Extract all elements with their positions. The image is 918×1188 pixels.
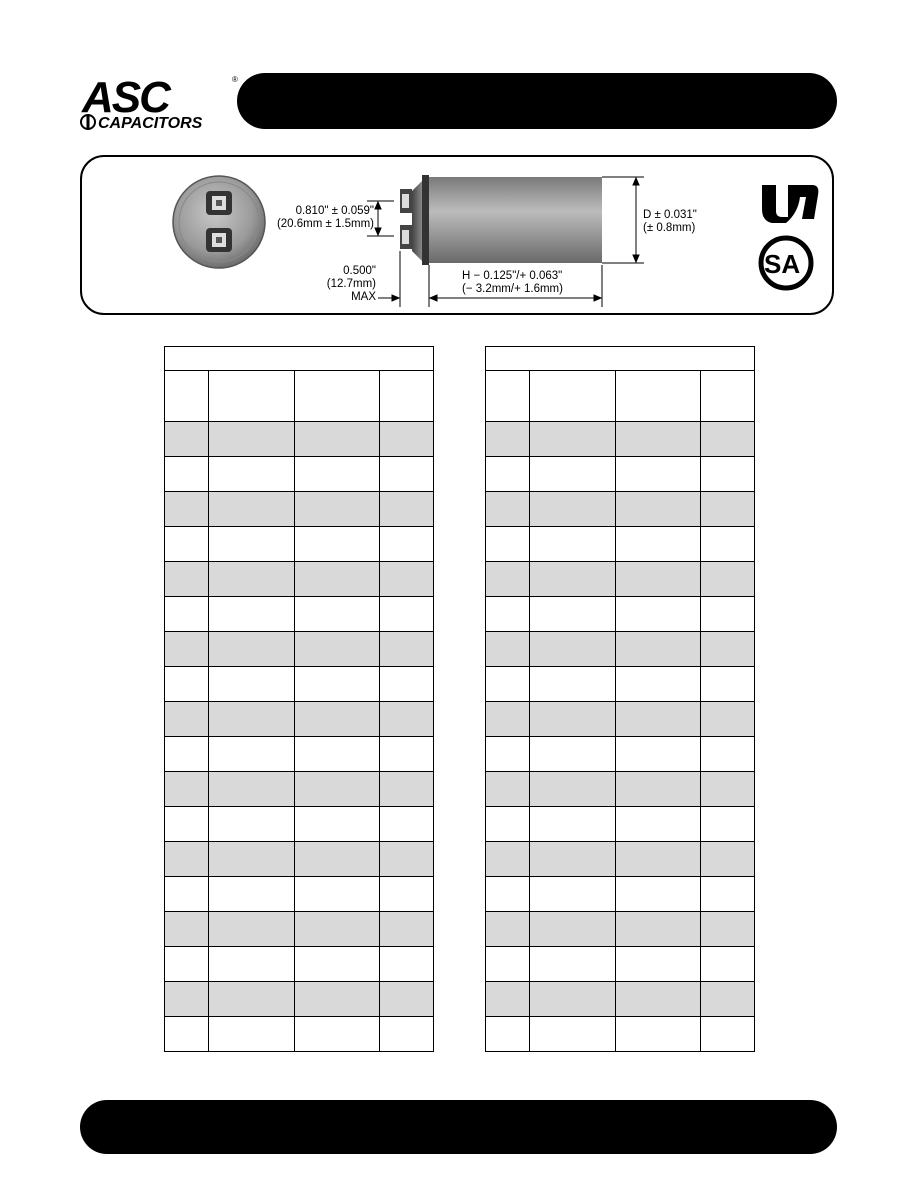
table-cell [380, 667, 434, 702]
table-row [165, 982, 434, 1017]
table-cell [209, 527, 295, 562]
svg-text:SA: SA [764, 249, 801, 279]
table-cell [701, 632, 755, 667]
table-cell [165, 772, 209, 807]
table-caption [165, 347, 434, 371]
table-cell [486, 807, 530, 842]
table-cell [165, 422, 209, 457]
table-cell [616, 912, 701, 947]
table-cell [701, 807, 755, 842]
table-cell [209, 562, 295, 597]
table-cell [486, 877, 530, 912]
capacitor-top-view [173, 176, 265, 268]
table-row [165, 632, 434, 667]
table-cell [165, 597, 209, 632]
table-cell [530, 807, 616, 842]
table-cell [530, 597, 616, 632]
table-cell [380, 597, 434, 632]
table-cell [701, 702, 755, 737]
logo-text: ASC [82, 73, 169, 122]
table-cell [165, 457, 209, 492]
table-cell [209, 877, 295, 912]
table-row [486, 632, 755, 667]
table-row [486, 772, 755, 807]
table-row [486, 422, 755, 457]
table-cell [209, 842, 295, 877]
table-cell [380, 842, 434, 877]
table-cell [616, 877, 701, 912]
table-cell [530, 982, 616, 1017]
table-row [486, 912, 755, 947]
table-cell [295, 457, 380, 492]
table-row [165, 912, 434, 947]
table-row [486, 737, 755, 772]
table-cell [616, 737, 701, 772]
table-cell [486, 597, 530, 632]
table-row [486, 807, 755, 842]
table-cell [165, 632, 209, 667]
table-row [486, 982, 755, 1017]
table-cell [486, 457, 530, 492]
table-cell [530, 877, 616, 912]
table-cell [616, 632, 701, 667]
table-cell [701, 527, 755, 562]
table-cell [295, 737, 380, 772]
table-cell [380, 702, 434, 737]
table-cell [209, 702, 295, 737]
table-cell [616, 807, 701, 842]
spec-table-right [485, 346, 755, 1052]
table-cell [380, 457, 434, 492]
table-cell [380, 807, 434, 842]
table-cell [530, 457, 616, 492]
table-cell [295, 982, 380, 1017]
table-cell [701, 737, 755, 772]
table-row [165, 492, 434, 527]
table-cell [616, 772, 701, 807]
table-cell [486, 492, 530, 527]
table-cell [701, 877, 755, 912]
table-row [486, 1017, 755, 1052]
logo-sub-text: CAPACITORS [98, 115, 203, 132]
footer-bar [80, 1100, 837, 1154]
table-cell [295, 807, 380, 842]
table-cell [701, 667, 755, 702]
spec-table-left [164, 346, 434, 1052]
table-cell [701, 912, 755, 947]
table-cell [486, 527, 530, 562]
table-cell [701, 1017, 755, 1052]
table-cell [165, 702, 209, 737]
table-cell [486, 982, 530, 1017]
table-cell [616, 457, 701, 492]
table-cell [701, 842, 755, 877]
table-cell [380, 527, 434, 562]
table-cell [530, 842, 616, 877]
terminal-spacing-in: 0.810" ± 0.059" [295, 205, 374, 217]
diameter-in: D ± 0.031" [643, 209, 697, 221]
column-header [486, 371, 530, 422]
table-cell [209, 737, 295, 772]
table-cell [486, 422, 530, 457]
table-row [165, 702, 434, 737]
table-cell [209, 1017, 295, 1052]
table-cell [380, 1017, 434, 1052]
diameter-dimension [602, 177, 644, 263]
table-cell [295, 667, 380, 702]
table-cell [295, 492, 380, 527]
table-cell [165, 527, 209, 562]
table-cell [616, 527, 701, 562]
table-row [165, 877, 434, 912]
table-cell [616, 1017, 701, 1052]
table-cell [380, 632, 434, 667]
table-cell [165, 667, 209, 702]
table-cell [530, 737, 616, 772]
table-cell [486, 737, 530, 772]
table-cell [295, 947, 380, 982]
table-cell [616, 597, 701, 632]
terminal-height-label [327, 265, 376, 304]
ul-recognized-icon [762, 185, 818, 223]
table-cell [209, 492, 295, 527]
table-cell [530, 527, 616, 562]
table-cell [486, 772, 530, 807]
table-cell [295, 772, 380, 807]
table-cell [165, 737, 209, 772]
diameter-mm: (± 0.8mm) [643, 222, 696, 234]
table-cell [701, 457, 755, 492]
table-cell [616, 982, 701, 1017]
column-header [209, 371, 295, 422]
table-cell [616, 492, 701, 527]
table-cell [530, 667, 616, 702]
terminal-height-dimension [378, 251, 400, 307]
table-cell [165, 842, 209, 877]
table-cell [701, 492, 755, 527]
table-row [486, 842, 755, 877]
table-cell [486, 947, 530, 982]
asc-capacitors-logo [80, 72, 240, 132]
table-cell [165, 562, 209, 597]
table-row [486, 702, 755, 737]
table-cell [616, 702, 701, 737]
table-cell [209, 667, 295, 702]
terminal-spacing-mm: (20.6mm ± 1.5mm) [276, 218, 374, 230]
table-cell [209, 457, 295, 492]
column-header [616, 371, 701, 422]
table-cell [295, 842, 380, 877]
table-cell [295, 877, 380, 912]
table-cell [701, 982, 755, 1017]
table-row [165, 667, 434, 702]
table-cell [165, 877, 209, 912]
capacitor-side-view [400, 175, 602, 265]
column-header [295, 371, 380, 422]
table-cell [530, 702, 616, 737]
capacitor-dimension-diagram [80, 155, 834, 315]
table-cell [701, 562, 755, 597]
table-cell [380, 982, 434, 1017]
table-cell [209, 772, 295, 807]
table-cell [380, 737, 434, 772]
table-row [165, 527, 434, 562]
table-cell [486, 842, 530, 877]
table-cell [486, 702, 530, 737]
table-cell [616, 947, 701, 982]
column-header [380, 371, 434, 422]
header-title-bar [237, 73, 837, 129]
height-in: H − 0.125"/+ 0.063" [462, 270, 563, 282]
table-cell [165, 982, 209, 1017]
table-row [486, 492, 755, 527]
table-row [486, 457, 755, 492]
table-cell [701, 772, 755, 807]
table-cell [295, 912, 380, 947]
table-cell [530, 562, 616, 597]
table-cell [486, 667, 530, 702]
table-row [165, 1017, 434, 1052]
column-header [701, 371, 755, 422]
diameter-label [643, 209, 697, 235]
table-cell [209, 632, 295, 667]
registered-mark: ® [232, 75, 238, 84]
height-label [462, 270, 563, 296]
table-cell [295, 632, 380, 667]
table-cell [530, 492, 616, 527]
table-row [486, 597, 755, 632]
table-cell [165, 492, 209, 527]
table-cell [380, 772, 434, 807]
table-cell [295, 1017, 380, 1052]
table-cell [530, 912, 616, 947]
table-row [486, 877, 755, 912]
table-row [165, 562, 434, 597]
table-cell [209, 912, 295, 947]
table-cell [209, 982, 295, 1017]
terminal-spacing-label [277, 205, 374, 231]
table-row [165, 597, 434, 632]
table-cell [486, 562, 530, 597]
table-cell [209, 597, 295, 632]
table-cell [380, 562, 434, 597]
table-row [165, 737, 434, 772]
csa-icon [761, 238, 811, 288]
table-cell [295, 422, 380, 457]
table-cell [295, 562, 380, 597]
table-caption [486, 347, 755, 371]
table-row [486, 562, 755, 597]
table-cell [165, 912, 209, 947]
table-row [165, 457, 434, 492]
terminal-height-in: 0.500" [343, 265, 376, 277]
table-cell [295, 597, 380, 632]
table-cell [295, 527, 380, 562]
table-cell [295, 702, 380, 737]
table-cell [209, 422, 295, 457]
table-cell [380, 877, 434, 912]
table-row [165, 947, 434, 982]
table-row [486, 527, 755, 562]
table-row [165, 772, 434, 807]
height-mm: (− 3.2mm/+ 1.6mm) [462, 283, 563, 295]
table-cell [165, 1017, 209, 1052]
table-cell [530, 632, 616, 667]
table-row [165, 842, 434, 877]
table-cell [486, 912, 530, 947]
table-cell [209, 947, 295, 982]
table-row [486, 667, 755, 702]
terminal-height-max: MAX [351, 291, 376, 303]
table-row [486, 947, 755, 982]
table-row [165, 422, 434, 457]
table-row [165, 807, 434, 842]
table-cell [530, 1017, 616, 1052]
table-cell [380, 912, 434, 947]
table-cell [530, 947, 616, 982]
table-cell [701, 597, 755, 632]
table-cell [486, 632, 530, 667]
table-cell [209, 807, 295, 842]
table-cell [380, 492, 434, 527]
table-cell [380, 947, 434, 982]
table-cell [165, 807, 209, 842]
terminal-height-mm: (12.7mm) [326, 278, 376, 290]
table-cell [486, 1017, 530, 1052]
column-header [530, 371, 616, 422]
table-cell [701, 422, 755, 457]
table-cell [616, 422, 701, 457]
table-cell [616, 562, 701, 597]
table-cell [616, 842, 701, 877]
table-cell [701, 947, 755, 982]
table-cell [165, 947, 209, 982]
table-cell [530, 422, 616, 457]
table-cell [530, 772, 616, 807]
table-cell [616, 667, 701, 702]
column-header [165, 371, 209, 422]
table-cell [380, 422, 434, 457]
